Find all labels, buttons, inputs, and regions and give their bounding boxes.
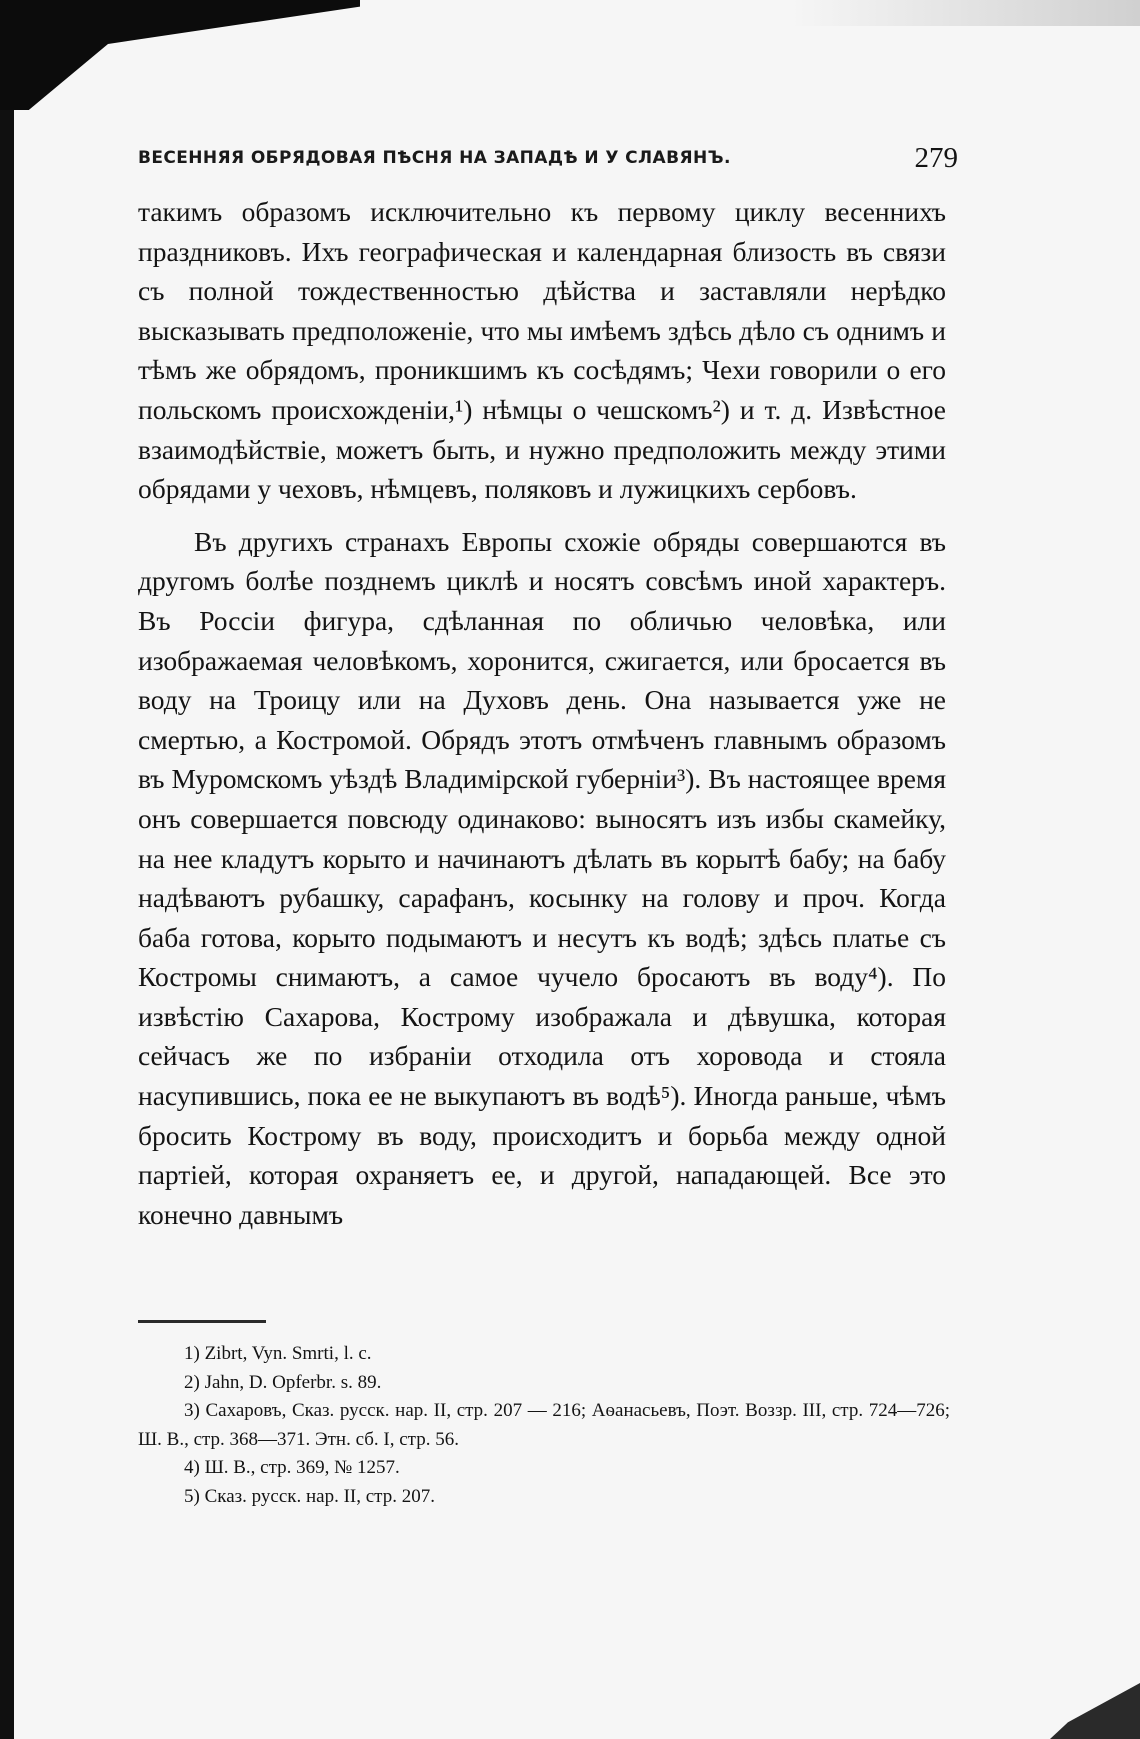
footnote-3: 3) Сахаровъ, Сказ. русск. нар. II, стр. 207 — 216; Аѳанасьевъ, Поэт. Воззр. III, стр. 724—726; Ш. В., стр. 368—371. Этн. сб. I, стр. 56. [138, 1400, 950, 1450]
paragraph-1: такимъ образомъ исключительно къ первому циклу весеннихъ праздниковъ. Ихъ географическая и календарная близость въ связи съ полной тождественностью дѣйства и заставляли нерѣдко высказывать предположеніе, что мы имѣемъ здѣсь дѣло съ однимъ и тѣмъ же обрядомъ, проникшимъ къ сосѣдямъ; Чехи говорили о его польскомъ происхожденіи,¹) нѣмцы о чешскомъ²) и т. д. Извѣстное взаимодѣйствіе, можетъ быть, и нужно предположить между этими обрядами у чеховъ, нѣмцевъ, поляковъ и лужицкихъ сербовъ. [138, 196, 946, 505]
page-header [138, 136, 958, 176]
scan-corner-shadow [0, 0, 360, 110]
page-number: 279 [914, 142, 958, 174]
scan-bottom-corner [1050, 1683, 1140, 1739]
footnotes [138, 1340, 950, 1512]
paragraph-2: Въ другихъ странахъ Европы схожіе обряды совершаются въ другомъ болѣе позднемъ циклѣ и носятъ совсѣмъ иной характеръ. Въ Россіи фигура, сдѣланная по обличью человѣка, или изображаемая человѣкомъ, хоронится, сжигается, или бросается въ воду на Троицу или на Духовъ день. Она называется уже не смертью, а Костромой. Обрядъ этотъ отмѣченъ главнымъ образомъ въ Муромскомъ уѣздѣ Владимірской губерніи³). Въ настоящее время онъ совершается повсюду одинаково: выносятъ изъ избы скамейку, на нее кладутъ корыто и начинаютъ дѣлать въ корытѣ бабу; на бабу надѣваютъ рубашку, сарафанъ, косынку на голову и проч. Когда баба готова, корыто подымаютъ и несутъ къ водѣ; здѣсь платье съ Костромы снимаютъ, а самое чучело бросаютъ въ воду⁴). По извѣстію Сахарова, Кострому изображала и дѣвушка, которая сейчасъ же по избраніи отходила отъ хоровода и стояла насупившись, пока ее не выкупаютъ въ водѣ⁵). Иногда раньше, чѣмъ бросить Кострому въ воду, происходитъ и борьба между одной партіей, которая охраняетъ ее, и другой, нападающей. Все это конечно давнымъ [138, 525, 946, 1230]
scan-page-edge [0, 0, 14, 1739]
footnote-4: 4) Ш. В., стр. 369, № 1257. [184, 1457, 400, 1479]
footnote-divider [138, 1320, 266, 1323]
footnote-5: 5) Сказ. русск. нар. II, стр. 207. [184, 1485, 435, 1507]
scan-top-shadow [790, 0, 1140, 26]
footnote-2: 2) Jahn, D. Opferbr. s. 89. [184, 1371, 382, 1393]
footnote-1: 1) Zibrt, Vyn. Smrti, l. c. [184, 1343, 372, 1364]
main-text [138, 192, 946, 1234]
running-title: ВЕСЕННЯЯ ОБРЯДОВАЯ ПѢСНЯ НА ЗАПАДѢ И У СЛАВЯНЪ. [138, 148, 731, 168]
